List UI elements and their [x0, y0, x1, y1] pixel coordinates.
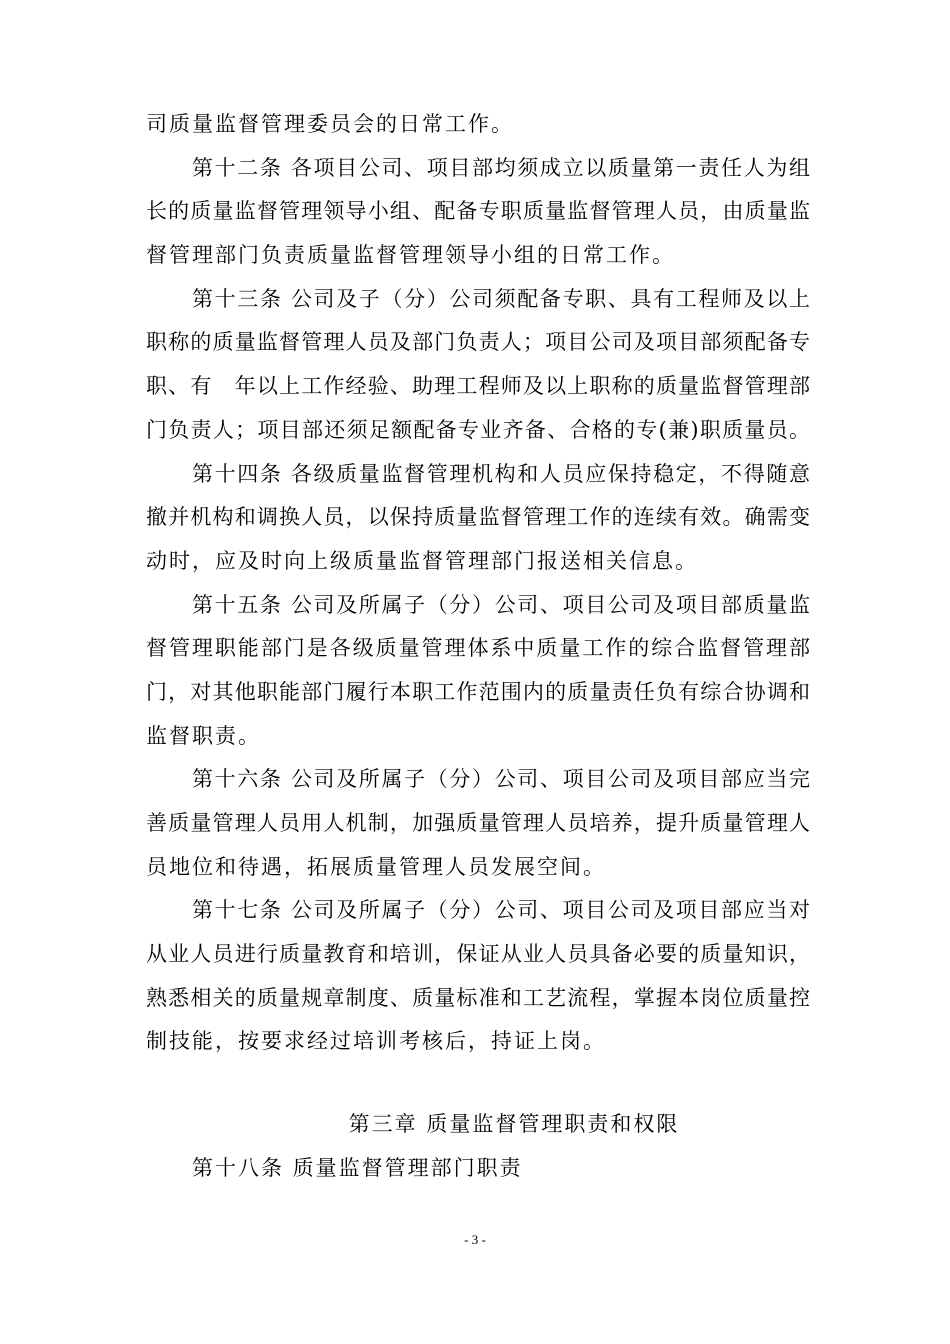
text-line: 门，对其他职能部门履行本职工作范围内的质量责任负有综合协调和 [146, 679, 810, 704]
text-line: 撤并机构和调换人员，以保持质量监督管理工作的连续有效。确需变 [146, 505, 810, 530]
text-line: 从业人员进行质量教育和培训，保证从业人员具备必要的质量知识， [146, 942, 810, 967]
text-line: 员地位和待遇，拓展质量管理人员发展空间。 [146, 854, 606, 879]
text-line: 制技能，按要求经过培训考核后，持证上岗。 [146, 1029, 606, 1054]
text-line: 动时，应及时向上级质量监督管理部门报送相关信息。 [146, 548, 698, 573]
text-line: 善质量管理人员用人机制，加强质量管理人员培养，提升质量管理人 [146, 811, 810, 835]
text-line: 职称的质量监督管理人员及部门负责人；项目公司及项目部须配备专 [146, 330, 810, 355]
article-13-line: 第十三条 公司及子（分）公司须配备专职、具有工程师及以上 [192, 286, 810, 311]
article-17-line: 第十七条 公司及所属子（分）公司、项目公司及项目部应当对 [192, 898, 810, 923]
text-line: 长的质量监督管理领导小组、配备专职质量监督管理人员，由质量监 [146, 199, 810, 224]
article-14-line: 第十四条 各级质量监督管理机构和人员应保持稳定，不得随意 [192, 461, 810, 486]
text-line: 门负责人；项目部还须足额配备专业齐备、合格的专(兼)职质量员。 [146, 417, 810, 442]
page-number: - 3 - [464, 1232, 486, 1247]
chapter-section [146, 1103, 810, 1190]
text-line: 督管理部门负责质量监督管理领导小组的日常工作。 [146, 243, 675, 268]
text-line: 司质量监督管理委员会的日常工作。 [146, 112, 514, 136]
text-line: 督管理职能部门是各级质量管理体系中质量工作的综合监督管理部 [146, 636, 810, 661]
text-line: 监督职责。 [146, 723, 261, 748]
article-16-line: 第十六条 公司及所属子（分）公司、项目公司及项目部应当完 [192, 767, 810, 792]
article-12-line: 第十二条 各项目公司、项目部均须成立以质量第一责任人为组 [192, 155, 810, 180]
article-15-line: 第十五条 公司及所属子（分）公司、项目公司及项目部质量监 [192, 592, 810, 617]
text-line: 熟悉相关的质量规章制度、质量标准和工艺流程，掌握本岗位质量控 [146, 985, 810, 1010]
article-18-title: 第十八条 质量监督管理部门职责 [192, 1155, 523, 1180]
text-line: 职、有 年以上工作经验、助理工程师及以上职称的质量监督管理部 [146, 374, 810, 399]
chapter-title: 第三章 质量监督管理职责和权限 [348, 1112, 680, 1136]
body-text [146, 103, 810, 1064]
